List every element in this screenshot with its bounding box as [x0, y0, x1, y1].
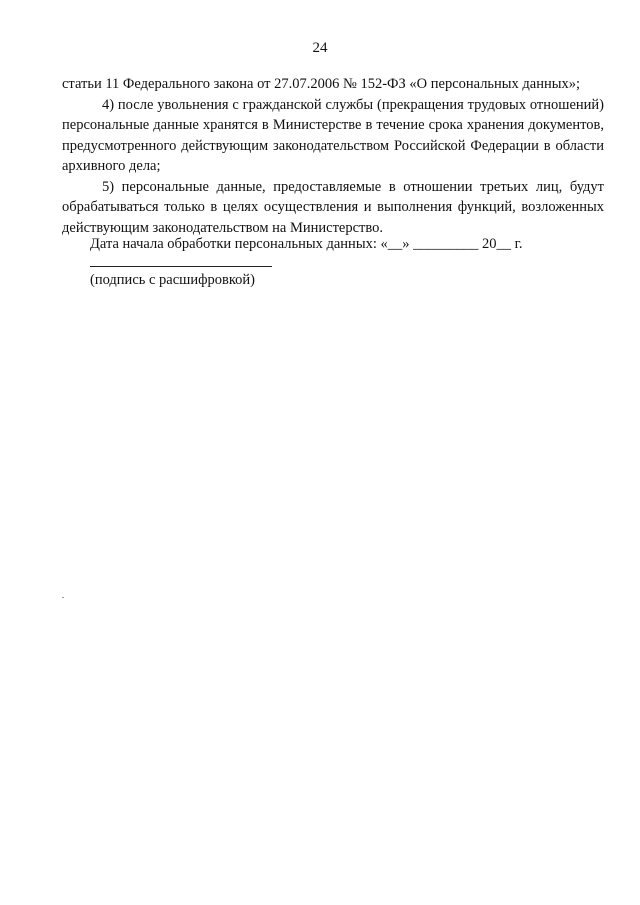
paragraph-item-4: 4) после увольнения с гражданской службы (прекращения трудовых отношений) персональные данные хранятся в Министерстве в течение срока хранения документов, предусмотренного действующим законодательством Российской Федерации в области архивного дела; [62, 96, 604, 174]
page-number: 24 [312, 40, 328, 56]
signature-caption: (подпись с расшифровкой) [90, 272, 255, 288]
processing-start-date-line: Дата начала обработки персональных данных: «__» _________ 20__ г. [90, 236, 523, 252]
paragraph-continuation: статьи 11 Федерального закона от 27.07.2006 № 152-ФЗ «О персональных данных»; [62, 76, 581, 92]
document-body [62, 74, 604, 238]
signature-line [90, 266, 272, 267]
scan-speck [62, 597, 64, 598]
paragraph-item-5: 5) персональные данные, предоставляемые в отношении третьих лиц, будут обрабатываться только в целях осуществления и выполнения функций, возложенных действующим законодательством на Министерство. [62, 178, 604, 236]
